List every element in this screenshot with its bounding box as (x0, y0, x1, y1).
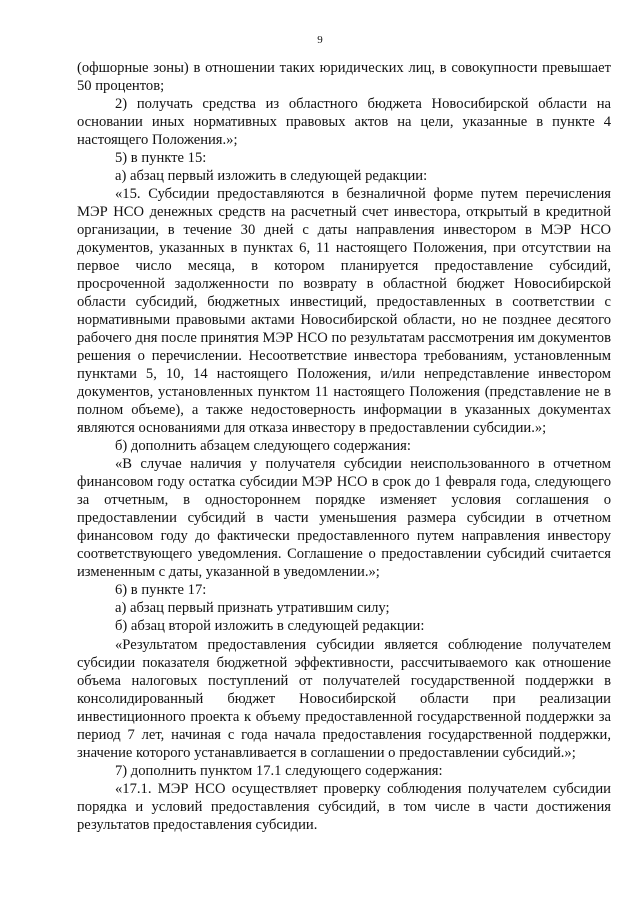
paragraph-clause-17-1: «17.1. МЭР НСО осуществляет проверку соблюдения получателем субсидии порядка и условий предоставления субсидий, в том числе в части достижения результатов предоставления субсидии. (77, 780, 611, 833)
paragraph-new-clause: «В случае наличия у получателя субсидии неиспользованного в отчетном финансовом году остатка субсидии МЭР НСО в срок до 1 февраля года, следующего за отчетным, в одностороннем порядке изменяет условия соглашения о предоставлении субсидий в части уменьшения размера субсидии в отчетном финансовом году до фактически предоставленного путем направления инвестору соответствующего уведомления. Соглашение о предоставлении субсидий считается измененным с даты, указанной в уведомлении.»; (77, 456, 611, 581)
paragraph-clause-15: «15. Субсидии предоставляются в безналичной форме путем перечисления МЭР НСО денежных средств на расчетный счет инвестора, открытый в кредитной организации, в течение 30 дней с даты направления инвестором в МЭР НСО документов, указанных в пунктах 6, 11 настоящего Положения, при отсутствии на первое число месяца, в котором планируется предоставление субсидий, просроченной задолженности по возврату в областной бюджет Новосибирской области субсидий, бюджетных инвестиций, предоставленных в соответствии с нормативными правовыми актами Новосибирской области, но не позднее десятого рабочего дня после принятия МЭР НСО по результатам рассмотрения им документов решения о перечислении. Несоответствие инвестора требованиям, установленным пунктами 5, 10, 14 настоящего Положения, и/или непредставление инвестором документов, установленных пунктом 11 настоящего Положения (представление не в полном объеме), а также недостоверность информации в указанных документах являются основаниями для отказа инвестору в предоставлении субсидии.»; (77, 186, 611, 437)
document-body (77, 59, 611, 834)
page-number: 9 (317, 34, 323, 46)
paragraph-item-2: 2) получать средства из областного бюджета Новосибирской области на основании иных нормативных правовых актов на цели, указанные в пункте 4 настоящего Положения.»; (77, 96, 611, 149)
paragraph-result-clause: «Результатом предоставления субсидии является соблюдение получателем субсидии показателя бюджетной эффективности, рассчитываемого как отношение объема налоговых поступлений от получателей государственной поддержки в консолидированный бюджет Новосибирской области при реализации инвестиционного проекта к объему предоставленной государственной поддержки за период 7 лет, начиная с года начала предоставления государственной поддержки, значение которого устанавливается в соглашении о предоставлении субсидий.»; (77, 636, 611, 761)
paragraph-item-6: 6) в пункте 17: (115, 582, 207, 599)
paragraph-item-5: 5) в пункте 15: (115, 150, 207, 167)
paragraph-subitem-b: б) дополнить абзацем следующего содержания: (115, 438, 411, 455)
paragraph-subitem-a-2: а) абзац первый признать утратившим силу; (115, 600, 390, 617)
paragraph-subitem-b-2: б) абзац второй изложить в следующей редакции: (115, 618, 425, 635)
paragraph-item-7: 7) дополнить пунктом 17.1 следующего содержания: (115, 762, 443, 779)
paragraph-continuation: (офшорные зоны) в отношении таких юридических лиц, в совокупности превышает 50 процентов; (77, 60, 611, 95)
paragraph-subitem-a: а) абзац первый изложить в следующей редакции: (115, 168, 428, 185)
